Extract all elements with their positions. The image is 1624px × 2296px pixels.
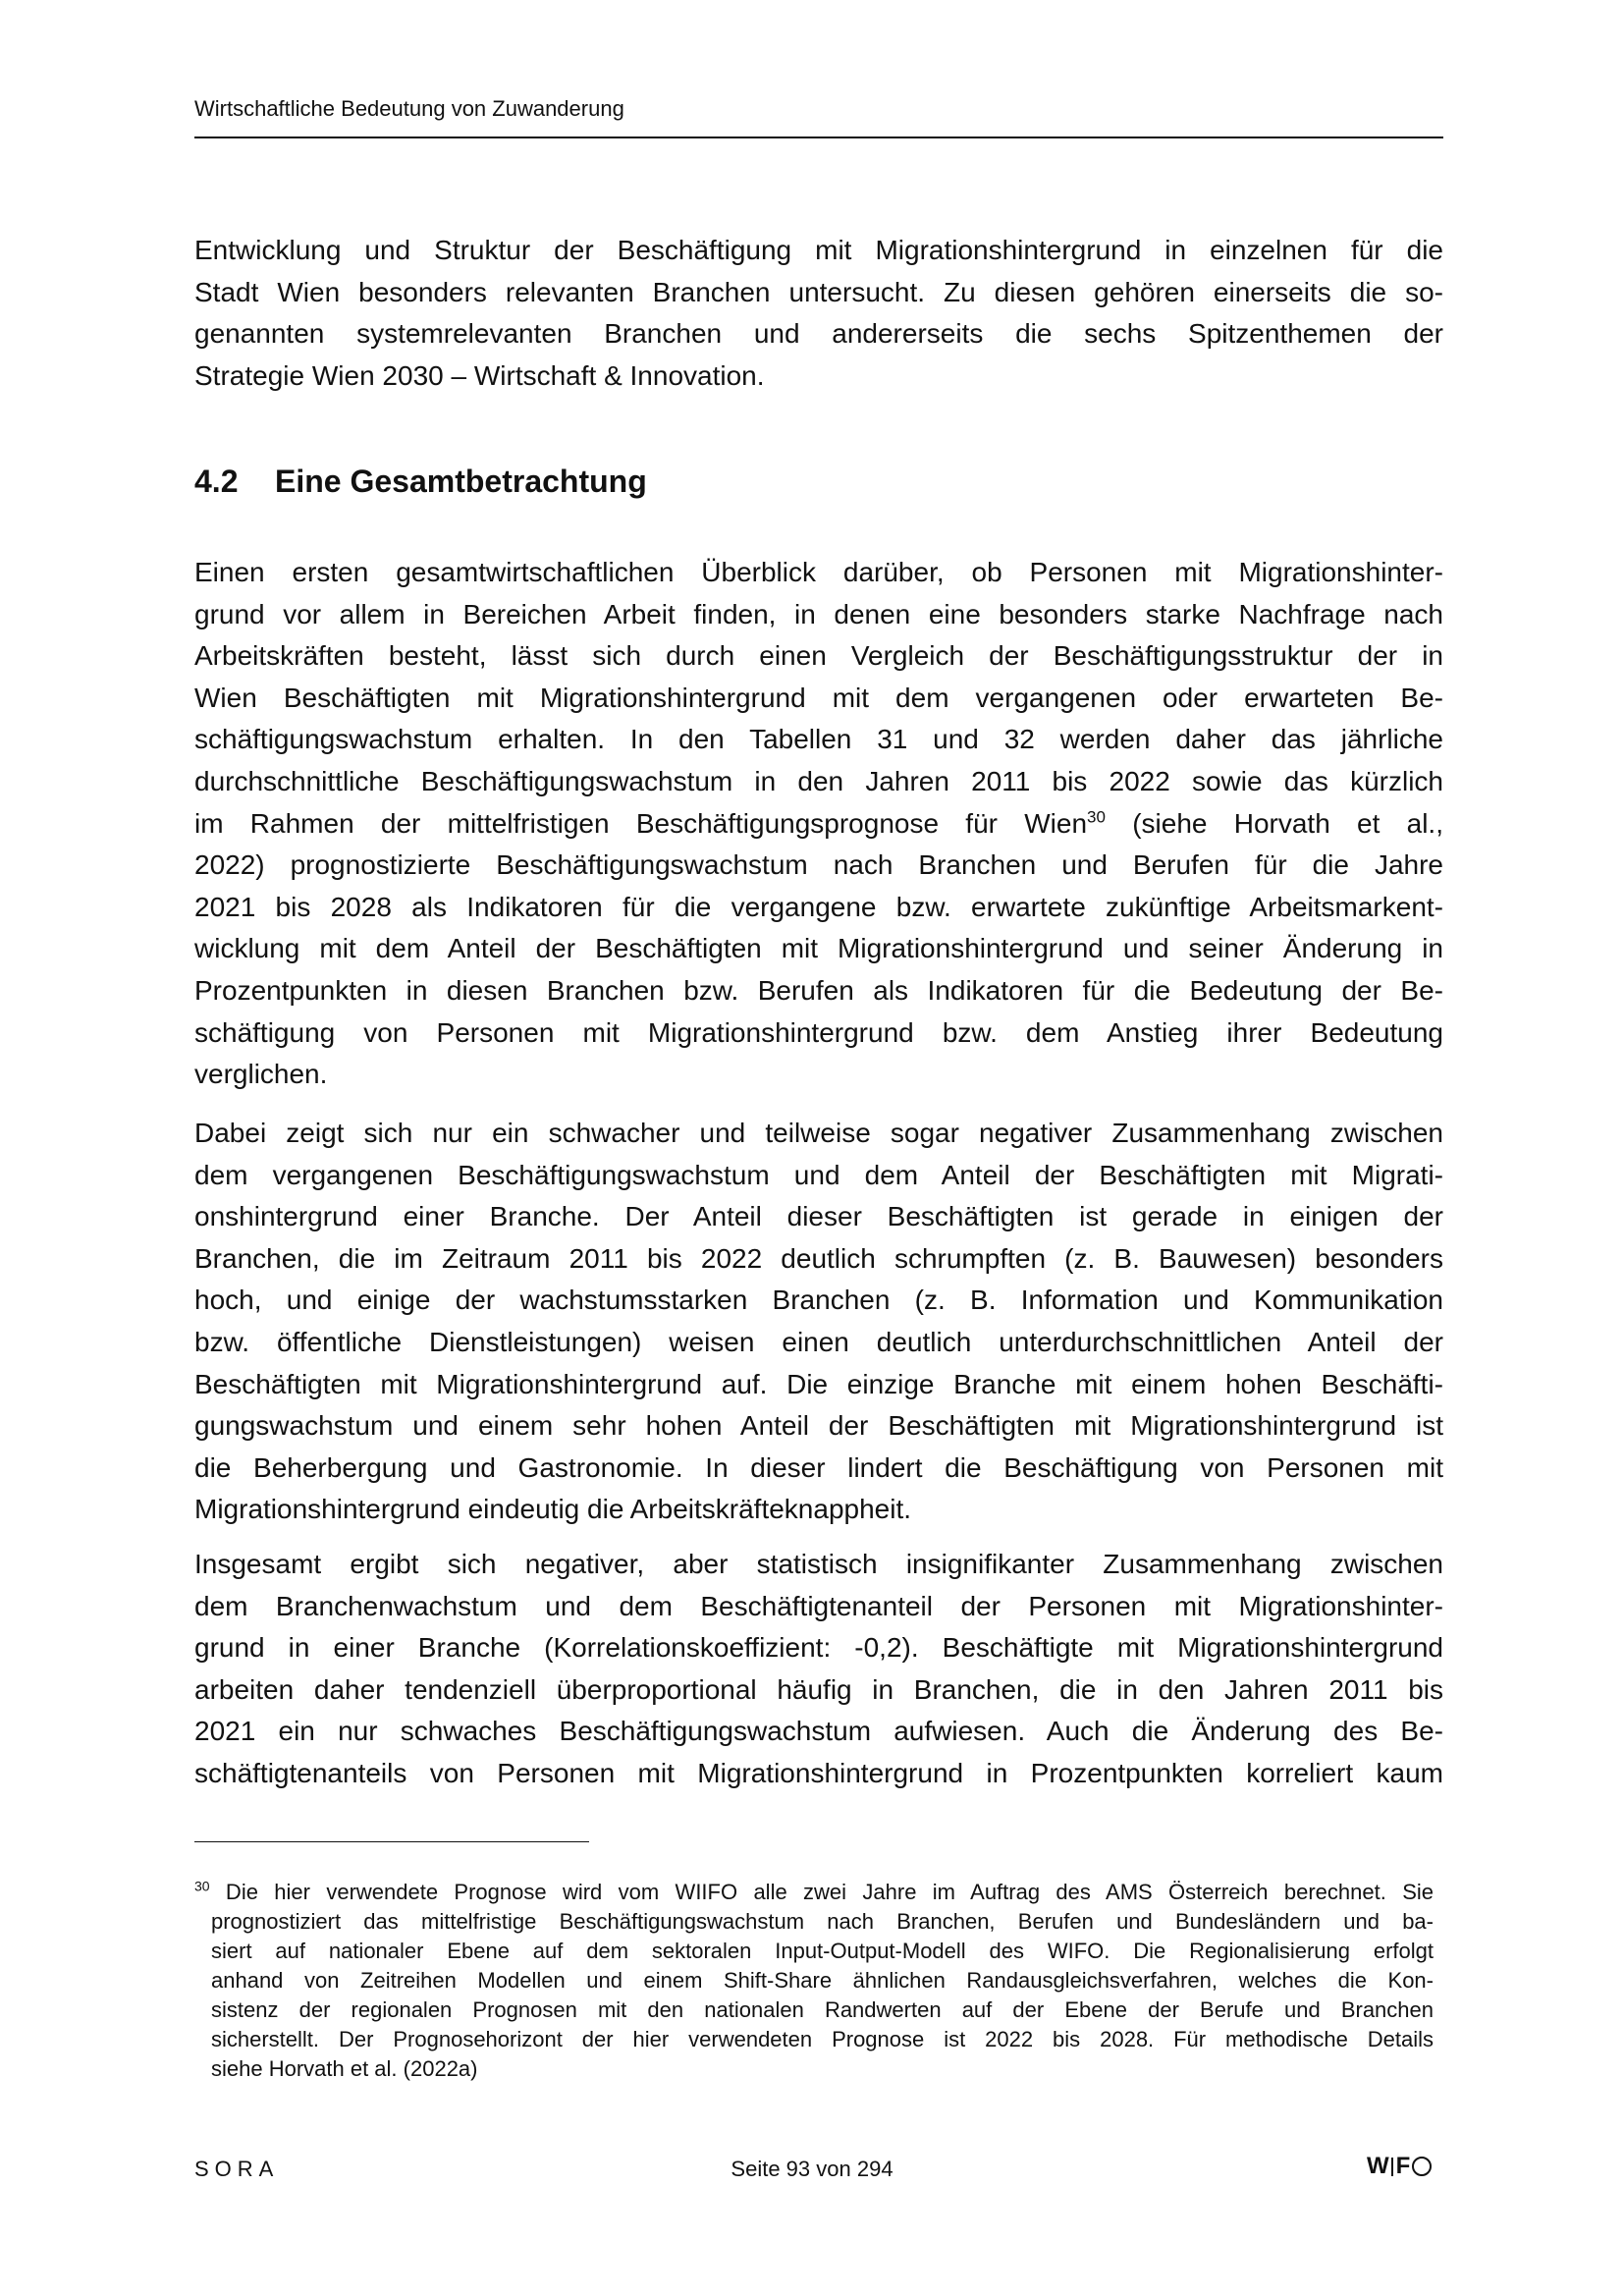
text-line: Beschäftigten mit Migrationshintergrund auf. Die einzige Branche mit einem hohen Beschäfti- [194, 1368, 1443, 1399]
text-line: Stadt Wien besonders relevanten Branchen untersucht. Zu diesen gehören einerseits die so- [194, 276, 1443, 307]
text-line: Migrationshintergrund eindeutig die Arbeitskräfteknappheit. [194, 1494, 912, 1525]
text-line: schäftigungswachstum erhalten. In den Tabellen 31 und 32 werden daher das jährliche [194, 724, 1443, 755]
footnote-number: 30 [194, 1878, 210, 1894]
text-line: bzw. öffentliche Dienstleistungen) weisen einen deutlich unterdurchschnittlichen Anteil der [194, 1326, 1443, 1357]
text-line: dem Branchenwachstum und dem Beschäftigtenanteil der Personen mit Migrationshinter- [194, 1590, 1443, 1621]
text-span: Die hier verwendete Prognose wird vom WIIFO alle zwei Jahre im Auftrag des AMS Österreich berechnet. Sie [209, 1880, 1434, 1904]
text-line: arbeiten daher tendenziell überproportional häufig in Branchen, die in den Jahren 2011 bis [194, 1673, 1443, 1705]
text-line: durchschnittliche Beschäftigungswachstum in den Jahren 2011 bis 2022 sowie das kürzlich [194, 765, 1443, 796]
footnote-line: sistenz der regionalen Prognosen mit den nationalen Randwerten auf der Ebene der Berufe und Branchen [211, 1997, 1434, 2022]
text-line: hoch, und einige der wachstumsstarken Branchen (z. B. Information und Kommunikation [194, 1285, 1443, 1316]
footer-wifo-logo: W F [1367, 2153, 1432, 2180]
text-line: dem vergangenen Beschäftigungswachstum und dem Anteil der Beschäftigten mit Migrati- [194, 1159, 1443, 1190]
footnote-rule [194, 1841, 589, 1842]
text-line: 2022) prognostizierte Beschäftigungswachstum nach Branchen und Berufen für die Jahre [194, 849, 1443, 881]
text-span: im Rahmen der mittelfristigen Beschäftigungsprognose für Wien [194, 807, 1088, 839]
text-span: (siehe Horvath et al., [1105, 807, 1443, 839]
footnote-line: prognostiziert das mittelfristige Beschäftigungswachstum nach Branchen, Berufen und Bundesländern und ba- [211, 1909, 1434, 1934]
text-line: Dabei zeigt sich nur ein schwacher und teilweise sogar negativer Zusammenhang zwischen [194, 1118, 1443, 1148]
text-line: 2021 bis 2028 als Indikatoren für die vergangene bzw. erwartete zukünftige Arbeitsmarkent- [194, 891, 1443, 922]
section-number: 4.2 [194, 464, 239, 499]
text-line: verglichen. [194, 1059, 328, 1090]
footnote [194, 1878, 1434, 2084]
text-line: Prozentpunkten in diesen Branchen bzw. Berufen als Indikatoren für die Bedeutung der Be- [194, 974, 1443, 1006]
section-heading [194, 464, 647, 500]
paragraph-intro [194, 230, 1443, 397]
paragraph-overview [194, 552, 1443, 1096]
text-line: schäftigtenanteils von Personen mit Migrationshintergrund in Prozentpunkten korreliert kaum [194, 1757, 1443, 1788]
page-number: Seite 93 von 294 [731, 2157, 893, 2181]
footnote-line [194, 1878, 1434, 1907]
text-line: grund in einer Branche (Korrelationskoeffizient: -0,2). Beschäftigte mit Migrationshintergrund [194, 1632, 1443, 1664]
running-header: Wirtschaftliche Bedeutung von Zuwanderung [194, 96, 624, 121]
text-line: genannten systemrelevanten Branchen und andererseits die sechs Spitzenthemen der [194, 318, 1443, 350]
text-line: Entwicklung und Struktur der Beschäftigung mit Migrationshintergrund in einzelnen für die [194, 235, 1443, 265]
header-rule [194, 137, 1443, 138]
footnote-line: siehe Horvath et al. (2022a) [211, 2056, 478, 2081]
text-line: Wien Beschäftigten mit Migrationshintergrund mit dem vergangenen oder erwarteten Be- [194, 682, 1443, 713]
text-line [194, 803, 1443, 846]
text-line: gungswachstum und einem sehr hohen Anteil der Beschäftigten mit Migrationshintergrund ist [194, 1410, 1443, 1442]
footnote-line: sicherstellt. Der Prognosehorizont der hier verwendeten Prognose ist 2022 bis 2028. Für methodische Details [211, 2027, 1434, 2051]
section-title: Eine Gesamtbetrachtung [275, 464, 647, 499]
footer-sora-logo: SORA [194, 2157, 280, 2181]
paragraph-summary [194, 1544, 1443, 1795]
text-line: wicklung mit dem Anteil der Beschäftigten mit Migrationshintergrund und seiner Änderung in [194, 933, 1443, 964]
text-line: Arbeitskräften besteht, lässt sich durch einen Vergleich der Beschäftigungsstruktur der in [194, 640, 1443, 672]
text-line: schäftigung von Personen mit Migrationshintergrund bzw. dem Anstieg ihrer Bedeutung [194, 1016, 1443, 1048]
text-line: 2021 ein nur schwaches Beschäftigungswachstum aufwiesen. Auch die Änderung des Be- [194, 1716, 1443, 1747]
footnote-line: siert auf nationaler Ebene auf dem sektoralen Input-Output-Modell des WIFO. Die Regionalisierung erfolgt [211, 1939, 1434, 1963]
text-line: Strategie Wien 2030 – Wirtschaft & Innovation. [194, 359, 765, 391]
text-line: Einen ersten gesamtwirtschaftlichen Überblick darüber, ob Personen mit Migrationshinter- [194, 557, 1443, 587]
footnote-line: anhand von Zeitreihen Modellen und einem Shift-Share ähnlichen Randausgleichsverfahren, welches die Kon- [211, 1968, 1434, 1993]
text-line: Insgesamt ergibt sich negativer, aber statistisch insignifikanter Zusammenhang zwischen [194, 1549, 1443, 1579]
footnote-reference[interactable]: 30 [1087, 807, 1106, 827]
text-line: grund vor allem in Bereichen Arbeit finden, in denen eine besonders starke Nachfrage nach [194, 598, 1443, 629]
paragraph-correlation [194, 1113, 1443, 1531]
text-line: onshintergrund einer Branche. Der Anteil dieser Beschäftigten ist gerade in einigen der [194, 1201, 1443, 1232]
text-line: die Beherbergung und Gastronomie. In dieser lindert die Beschäftigung von Personen mit [194, 1451, 1443, 1483]
text-line: Branchen, die im Zeitraum 2011 bis 2022 deutlich schrumpften (z. B. Bauwesen) besonders [194, 1242, 1443, 1274]
